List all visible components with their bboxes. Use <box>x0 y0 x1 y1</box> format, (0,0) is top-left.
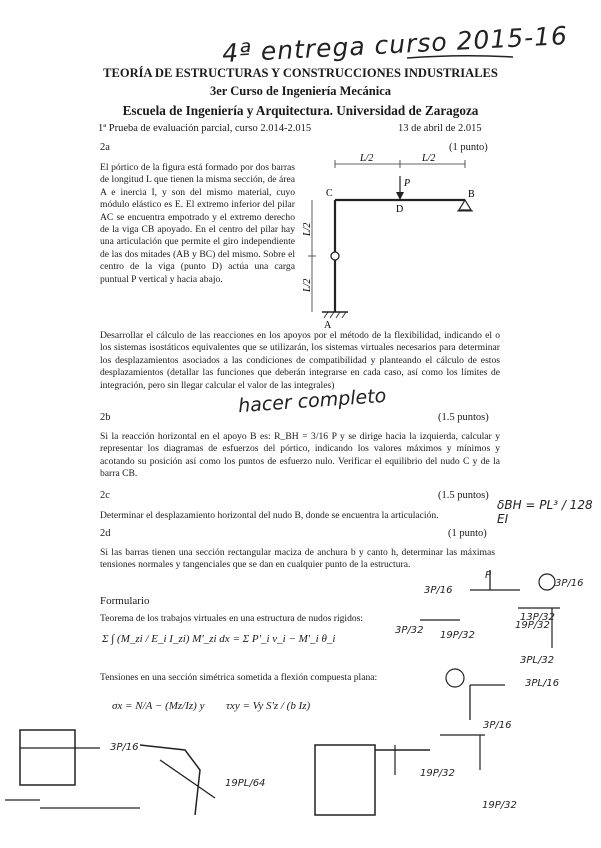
q2d-points: (1 punto) <box>448 528 487 539</box>
q2a-statement: El pórtico de la figura está formado por dos barras de longitud L que tienen la misma sección, de área A e inercia I, y son del mismo material, cuyo módulo elástico es E. El extremo inferior del pilar AC se encuentra empotrado y el extremo derecho de la viga CB apoyado. En el centro del pilar hay una articulación que permite el giro independiente de las dos mitades (AB y BC) del mismo. Sobre el centro de la viga (punto D) actúa una carga puntual P vertical y hacia abajo. <box>100 162 295 285</box>
virtual-work-equation: Σ ∫ (M_zi / E_i I_zi) M'_zi dx = Σ P'_i v_i − M'_i θ_i <box>102 633 336 645</box>
note-9: P <box>485 570 492 581</box>
node-A: A <box>324 320 332 330</box>
q2d-label: 2d <box>100 528 111 539</box>
page-title: TEORÍA DE ESTRUCTURAS Y CONSTRUCCIONES INDUSTRIALES <box>103 66 498 80</box>
pinned-support <box>459 200 471 210</box>
node-D: D <box>396 204 404 215</box>
exam-date: 13 de abril de 2.015 <box>398 123 482 134</box>
tau-equation: τxy = Vy S'z / (b Iz) <box>226 700 311 712</box>
sigma-equation: σx = N/A − (Mz/Iz) y <box>112 700 205 712</box>
q2c-statement: Determinar el desplazamiento horizontal del nudo B, donde se encuentra la articulación. <box>100 510 439 521</box>
stress-text: Tensiones en una sección simétrica sometida a flexión compuesta plana: <box>100 672 378 683</box>
note-4: 19P/32 <box>515 620 550 631</box>
note-14: 13P/32 <box>520 612 555 623</box>
q2b-label: 2b <box>100 412 111 423</box>
portal-frame-figure <box>300 150 500 330</box>
q2a-label: 2a <box>100 142 110 153</box>
course-line: 3er Curso de Ingeniería Mecánica <box>210 84 391 98</box>
q2b-statement: Si la reacción horizontal en el apoyo B es: R_BH = 3/16 P y se dirige hacia la izquierda, calcular y representar los diagramas de esfuerzos del pórtico, indicando los valores máximos y mínimos y acotando su posición así como los puntos de esfuerzo nulo. Verificar el equilibrio del nudo C y de la barra CB. <box>100 431 500 480</box>
dim-label-upper: L/2 <box>302 222 313 236</box>
q2b-points: (1.5 puntos) <box>438 412 489 423</box>
exam-line: 1ª Prueba de evaluación parcial, curso 2.014-2.015 <box>98 123 312 134</box>
dim-label-right: L/2 <box>422 153 436 164</box>
hinge-symbol <box>331 252 339 260</box>
q2c-points: (1.5 puntos) <box>438 490 489 501</box>
q2c-answer: δBH = PL³ / 128 EI <box>497 498 593 526</box>
note-5: 3P/16 <box>555 578 584 589</box>
q2a-task: Desarrollar el cálculo de las reacciones en los apoyos por el método de la flexibilidad, indicando el o los sistemas isostáticos equivalentes que se utilizarán, los sistemas virtuales necesarios para determinar los desplazamientos asociados a las condiciones de compatibilidad y planteando el cálculo de estos desplazamientos (detallar las funciones que deberán integrarse en cada caso, así como los límites de integración, pero sin llegar calcular el valor de las integrales) <box>100 330 500 391</box>
note-2: 3P/32 <box>395 625 424 636</box>
note-7: 3PL/32 <box>520 655 555 666</box>
note-13: 19P/32 <box>482 800 517 811</box>
virtual-work-text: Teorema de los trabajos virtuales en una estructura de nudos rígidos: <box>100 613 364 624</box>
q2a-points: (1 punto) <box>449 142 488 153</box>
school-line: Escuela de Ingeniería y Arquitectura. Universidad de Zaragoza <box>122 103 479 118</box>
header-underline <box>405 52 515 66</box>
formulario-heading: Formulario <box>100 595 150 607</box>
q2c-label: 2c <box>100 490 110 501</box>
q2a-annotation: hacer completo <box>237 384 387 418</box>
node-C: C <box>326 188 333 199</box>
note-12: 3P/16 <box>483 720 512 731</box>
node-B: B <box>468 189 475 200</box>
note-8: 19PL/64 <box>225 778 266 789</box>
note-10: 3P/16 <box>110 742 139 753</box>
handwritten-header: 4ª entrega curso 2015-16 <box>221 20 569 69</box>
load-label: P <box>404 178 411 189</box>
note-3: 19P/32 <box>440 630 475 641</box>
q2d-statement: Si las barras tienen una sección rectangular maciza de anchura b y canto h, determinar las máximas tensiones normales y tangenciales que se dan en cualquier punto de la estructura. <box>100 547 495 571</box>
note-11: 19P/32 <box>420 768 455 779</box>
dim-label-left: L/2 <box>360 153 374 164</box>
note-6: 3PL/16 <box>525 678 560 689</box>
dim-label-lower: L/2 <box>302 278 313 292</box>
note-1: 3P/16 <box>424 585 453 596</box>
